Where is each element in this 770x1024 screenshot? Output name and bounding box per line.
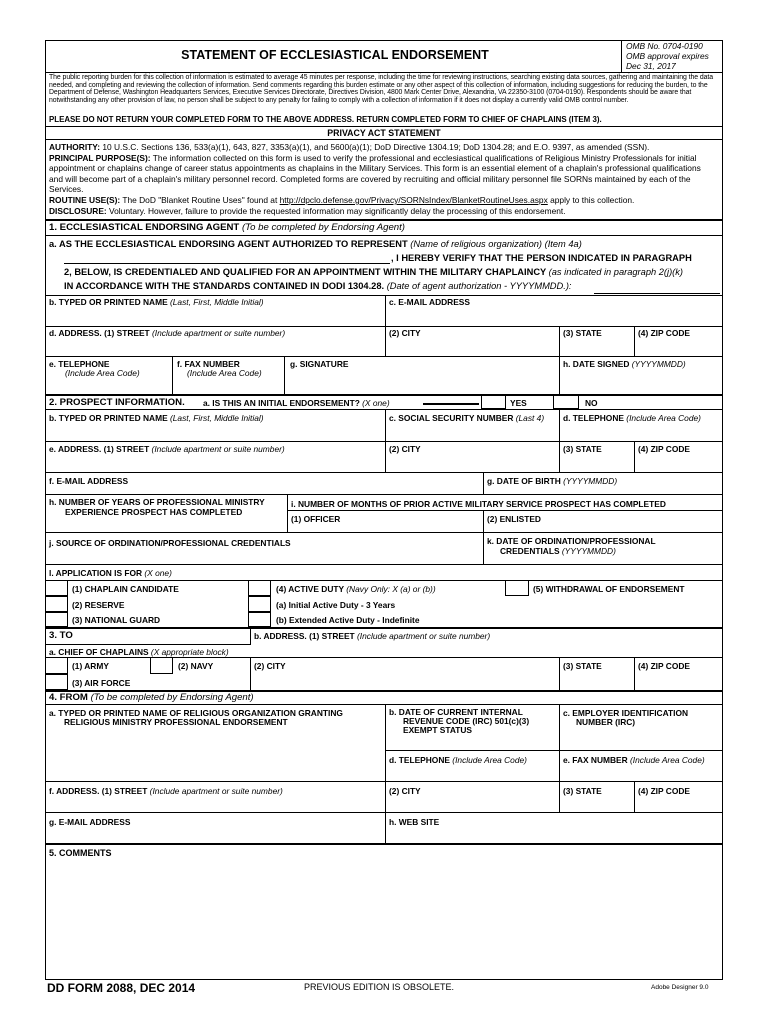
col-divider [559,409,560,441]
verify-text: , I HEREBY VERIFY THAT THE PERSON INDICATED IN PARAGRAPH [391,253,692,263]
disclosure-text: Voluntary. However, failure to provide the requested information may significantly delay the processing of this endorsement. [109,206,566,216]
divider [45,781,723,782]
prospect-zip-label: (4) ZIP CODE [638,444,690,454]
officer-label: (1) OFFICER [291,514,341,524]
withdrawal-label: (5) WITHDRAWAL OF ENDORSEMENT [533,584,685,594]
air-force-label: (3) AIR FORCE [72,678,131,688]
navy-checkbox[interactable] [150,657,173,674]
initial-endorsement-label: a. IS THIS AN INITIAL ENDORSEMENT? (X one) [203,398,390,408]
agent-email-label: c. E-MAIL ADDRESS [389,297,470,307]
section-1-heading: 1. ECCLESIASTICAL ENDORSING AGENT (To be completed by Endorsing Agent) [49,222,405,233]
national-guard-checkbox[interactable] [45,612,68,627]
ein-label-1: c. EMPLOYER IDENTIFICATION [563,708,689,718]
col-divider [559,704,560,781]
routine-post: apply to this collection. [547,195,635,205]
section-2-heading: 2. PROSPECT INFORMATION. [49,397,185,408]
col-divider [385,812,386,843]
section-divider [45,219,723,221]
org-name-label-1: a. TYPED OR PRINTED NAME OF RELIGIOUS ORGANIZATION GRANTING [49,708,343,718]
no-label: NO [585,398,598,408]
active-duty-b-checkbox[interactable] [248,612,271,627]
col-divider [385,326,386,356]
col-divider [559,326,560,356]
col-divider [385,781,386,812]
burden-statement: The public reporting burden for this collection of information is estimated to average 45 minutes per response, including the time for reviewing instructions, searching existing data sources, gathering and maintaining the data needed, and completing and reviewing the collection of information. Send comments regarding this burden estimate or any other aspect of this collection of information, including suggestions for reducing the burden, to the Department of Defense, Washington Headquarters Services, Executive Services Directorate, Directives Division, 4800 Mark Center Drive, Alexandria, VA 22350-3100 (0704-0190). Respondents should be aware that notwithstanding any other provision of law, no person shall be subject to any penalty for failing to comply with a collection of information if it does not display a currently valid OMB control number. [49,74,714,104]
reserve-checkbox[interactable] [45,596,68,612]
national-guard-label: (3) NATIONAL GUARD [72,615,161,625]
agent-phone-label: e. TELEPHONE [49,359,110,369]
org-state-label: (3) STATE [563,786,602,796]
prospect-street-label: e. ADDRESS. (1) STREET (Include apartment or suite number) [49,444,285,454]
privacy-purpose [49,153,717,195]
divider [45,657,723,658]
divider [45,409,723,410]
divider [45,494,723,495]
omb-approval: OMB approval expires [626,51,709,61]
ordination-date-label-2: CREDENTIALS (YYYYMMDD) [500,546,616,556]
chaplain-candidate-checkbox[interactable] [45,580,68,596]
active-duty-checkbox[interactable] [248,580,271,596]
purpose-label: PRINCIPAL PURPOSE(S): [49,153,151,163]
army-label: (1) ARMY [72,661,109,671]
col-divider [634,326,635,356]
agent-city-label: (2) CITY [389,328,421,338]
org-city-label: (2) CITY [389,786,421,796]
yes-label: YES [510,398,527,408]
prospect-ssn-label: c. SOCIAL SECURITY NUMBER (Last 4) [389,413,545,423]
col-divider [250,627,251,644]
col-divider [559,356,560,394]
org-phone-label: d. TELEPHONE (Include Area Code) [389,755,527,765]
yes-checkbox[interactable] [481,395,506,409]
prospect-phone-label: d. TELEPHONE (Include Area Code) [563,413,701,423]
divider [45,126,723,127]
prospect-state-label: (3) STATE [563,444,602,454]
col-divider [385,409,386,441]
divider [45,812,723,813]
divider [45,704,723,705]
privacy-heading: PRIVACY ACT STATEMENT [327,128,441,138]
divider [45,441,723,442]
col-divider [287,494,288,532]
divider [45,644,251,645]
col-divider [559,781,560,812]
religious-org-line[interactable] [64,263,390,264]
col-divider [634,781,635,812]
org-street-label: f. ADDRESS. (1) STREET (Include apartment or suite number) [49,786,283,796]
no-checkbox[interactable] [553,395,579,409]
col-divider [483,532,484,564]
agent-phone-note: (Include Area Code) [65,368,140,378]
reserve-label: (2) RESERVE [72,600,125,610]
agent-fax-note: (Include Area Code) [187,368,262,378]
application-label: l. APPLICATION IS FOR (X one) [49,568,172,578]
section-4-heading: 4. FROM (To be completed by Endorsing Agent) [49,692,254,703]
divider [45,326,723,327]
section-1a-line3: IN ACCORDANCE WITH THE STANDARDS CONTAINED IN DODI 1304.28. (Date of agent authorization - YYYYMMDD.): [64,281,572,291]
active-duty-label: (4) ACTIVE DUTY (Navy Only: X (a) or (b)) [276,584,436,594]
ein-label-2: NUMBER (IRC) [576,717,636,727]
divider [45,532,723,533]
privacy-authority [49,142,717,152]
routine-pre: The DoD "Blanket Routine Uses" found at [122,195,280,205]
form-id: DD FORM 2088, DEC 2014 [47,981,196,995]
agent-street-label: d. ADDRESS. (1) STREET (Include apartment or suite number) [49,328,286,338]
col-divider [483,472,484,494]
to-city-label: (2) CITY [254,661,286,671]
col-divider [385,704,386,781]
prior-service-label: i. NUMBER OF MONTHS OF PRIOR ACTIVE MILITARY SERVICE PROSPECT HAS COMPLETED [291,499,666,509]
divider [287,510,723,511]
purpose-text: The information collected on this form is used to verify the professional and ecclesiastical qualifications of Religious Ministry Professionals for initial appointment or chaplains change of career status appointments as chaplains in the Military Services. This form is an essential element of a chaplain's professional qualifications and will become part of a chaplain's military personnel record. Completed forms are covered by recruiting and official military personnel file SORNs maintained by each of the Services. [49,153,701,195]
withdrawal-checkbox[interactable] [505,580,529,596]
section-1a-line2: 2, BELOW, IS CREDENTIALED AND QUALIFIED FOR AN APPOINTMENT WITHIN THE MILITARY CHAPLAINCY (as indicated in paragraph 2(j)(k) [64,267,684,277]
omb-number: OMB No. 0704-0190 [626,41,703,51]
col-divider [634,441,635,472]
disclosure-label: DISCLOSURE: [49,206,107,216]
divider [45,295,723,296]
org-website-label: h. WEB SITE [389,817,440,827]
to-street-label: b. ADDRESS. (1) STREET (Include apartment or suite number) [254,631,491,641]
routine-label: ROUTINE USE(S): [49,195,121,205]
return-notice: PLEASE DO NOT RETURN YOUR COMPLETED FORM TO THE ABOVE ADDRESS. RETURN COMPLETED FORM TO CHIEF OF CHAPLAINS (ITEM 3). [49,115,602,124]
omb-expiry: Dec 31, 2017 [626,61,676,71]
agent-date-signed-label: h. DATE SIGNED (YYYYMMDD) [563,359,686,369]
section-3-heading: 3. TO [49,630,73,641]
col-divider [559,657,560,690]
ministry-years-label-1: h. NUMBER OF YEARS OF PROFESSIONAL MINISTRY [49,497,265,507]
irc-date-label-2: REVENUE CODE (IRC) 501(c)(3) [403,716,530,726]
divider [45,72,723,73]
divider [45,356,723,357]
col-divider [250,657,251,690]
section-divider [45,627,723,629]
ministry-years-label-2: EXPERIENCE PROSPECT HAS COMPLETED [65,507,243,517]
col-divider [483,510,484,532]
divider [45,235,723,236]
active-duty-a-checkbox[interactable] [248,596,271,612]
indicator-line [423,403,479,405]
to-zip-label: (4) ZIP CODE [638,661,690,671]
agent-signature-label: g. SIGNATURE [290,359,349,369]
prospect-name-label: b. TYPED OR PRINTED NAME (Last, First, Middle Initial) [49,413,264,423]
active-duty-a-label: (a) Initial Active Duty - 3 Years [276,600,396,610]
authority-label: AUTHORITY: [49,142,101,152]
divider [385,750,723,751]
designer-note: Adobe Designer 9.0 [651,984,709,991]
org-email-label: g. E-MAIL ADDRESS [49,817,131,827]
agent-state-label: (3) STATE [563,328,602,338]
chaplain-candidate-label: (1) CHAPLAIN CANDIDATE [72,584,179,594]
ordination-date-label-1: k. DATE OF ORDINATION/PROFESSIONAL [487,536,656,546]
org-name-label-2: RELIGIOUS MINISTRY PROFESSIONAL ENDORSEMENT [64,717,288,727]
col-divider [172,356,173,394]
air-force-checkbox[interactable] [45,674,68,690]
col-divider [559,441,560,472]
section-5-heading: 5. COMMENTS [49,848,112,858]
section-divider [45,394,723,396]
divider [45,472,723,473]
col-divider [284,356,285,394]
chief-chaplains-label: a. CHIEF OF CHAPLAINS (X appropriate block) [49,647,229,657]
irc-date-label-3: EXEMPT STATUS [403,725,473,735]
divider [45,564,723,565]
org-fax-label: e. FAX NUMBER (Include Area Code) [563,755,705,765]
to-state-label: (3) STATE [563,661,602,671]
prospect-city-label: (2) CITY [389,444,421,454]
divider [45,139,723,140]
navy-label: (2) NAVY [178,661,214,671]
privacy-disclosure [49,206,717,216]
routine-link[interactable]: http://dpclo.defense.gov/Privacy/SORNsIndex/BlanketRoutineUses.aspx [279,195,548,205]
comments-field[interactable] [47,862,721,978]
ordination-source-label: j. SOURCE OF ORDINATION/PROFESSIONAL CREDENTIALS [49,538,291,548]
title-divider [621,40,622,72]
prospect-email-label: f. E-MAIL ADDRESS [49,476,129,486]
obsolete-notice: PREVIOUS EDITION IS OBSOLETE. [304,982,455,992]
army-checkbox[interactable] [45,657,68,674]
active-duty-b-label: (b) Extended Active Duty - Indefinite [276,615,420,625]
agent-fax-label: f. FAX NUMBER [177,359,240,369]
divider [45,580,723,581]
org-zip-label: (4) ZIP CODE [638,786,690,796]
form-title: STATEMENT OF ECCLESIASTICAL ENDORSEMENT [181,48,489,62]
authority-text: 10 U.S.C. Sections 136, 533(a)(1), 643, 827, 3353(a)(1), and 5600(a)(1); DoD Directive 1304.19; DoD 1304.28; and E.O. 9397, as amended (SSN). [102,142,650,152]
agent-zip-label: (4) ZIP CODE [638,328,690,338]
agent-name-label: b. TYPED OR PRINTED NAME (Last, First, Middle Initial) [49,297,264,307]
enlisted-label: (2) ENLISTED [487,514,541,524]
prospect-dob-label: g. DATE OF BIRTH (YYYYMMDD) [487,476,618,486]
authorization-date-line[interactable] [594,293,720,294]
section-1a-label: a. AS THE ECCLESIASTICAL ENDORSING AGENT AUTHORIZED TO REPRESENT (Name of religious organization) (Item 4a) [49,239,582,249]
section-divider [45,843,723,845]
col-divider [385,441,386,472]
col-divider [385,295,386,326]
privacy-routine-use [49,195,717,205]
col-divider [634,657,635,690]
irc-date-label-1: b. DATE OF CURRENT INTERNAL [389,707,523,717]
